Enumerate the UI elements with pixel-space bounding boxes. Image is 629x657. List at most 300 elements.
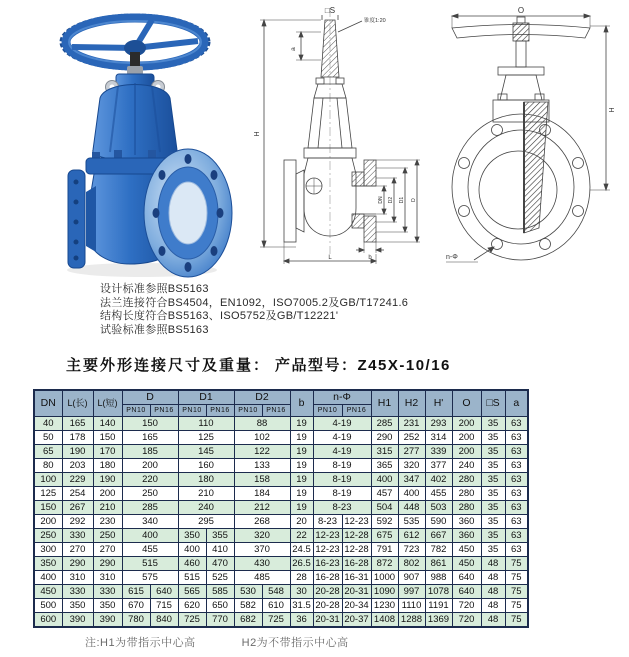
table-cell: 250 — [93, 529, 122, 543]
table-cell: 63 — [505, 473, 528, 487]
table-cell: 30 — [290, 585, 313, 599]
dim-label-dn: DN — [378, 196, 384, 204]
table-cell: 19 — [290, 431, 313, 445]
col-header-l-short: L(短) — [93, 390, 122, 417]
table-cell: 250 — [122, 487, 178, 501]
table-cell: 610 — [262, 599, 290, 613]
col-header-l-long: L(长) — [62, 390, 93, 417]
table-cell: 170 — [93, 445, 122, 459]
table-cell: 455 — [122, 543, 178, 557]
table-cell: 339 — [425, 445, 452, 459]
table-cell: 350 — [93, 599, 122, 613]
dim-label-taper: 锥度1:20 — [364, 18, 386, 24]
table-cell: 448 — [398, 501, 425, 515]
table-cell: 315 — [371, 445, 398, 459]
footnote-h2: H2为不带指示中心高 — [241, 637, 349, 649]
table-cell: 150 — [93, 431, 122, 445]
table-cell: 35 — [481, 529, 505, 543]
dim-label-d1: D1 — [399, 196, 405, 204]
table-cell: 48 — [481, 599, 505, 613]
table-row — [34, 599, 528, 613]
table-cell: 310 — [62, 571, 93, 585]
table-cell: 165 — [122, 431, 178, 445]
table-cell: 231 — [398, 417, 425, 431]
table-cell: 277 — [398, 445, 425, 459]
footnote — [85, 634, 395, 650]
table-cell: 35 — [481, 417, 505, 431]
footnote-h1: 注:H1为带指示中心高 — [85, 637, 196, 649]
table-cell: 1000 — [371, 571, 398, 585]
table-cell: 40 — [34, 417, 62, 431]
table-cell: 280 — [452, 501, 481, 515]
table-cell: 1078 — [425, 585, 452, 599]
table-cell: 270 — [93, 543, 122, 557]
table-cell: 725 — [262, 613, 290, 628]
subheader-pn10: PN10 — [313, 405, 342, 417]
table-cell: 75 — [505, 585, 528, 599]
standards-line: 设计标准参照BS5163 — [100, 283, 209, 295]
dim-label-l: L — [328, 255, 332, 261]
table-cell: 410 — [206, 543, 234, 557]
table-cell: 590 — [425, 515, 452, 529]
table-cell: 48 — [481, 585, 505, 599]
table-cell: 63 — [505, 501, 528, 515]
table-cell: 460 — [178, 557, 206, 571]
table-cell: 530 — [234, 585, 262, 599]
table-cell: 178 — [62, 431, 93, 445]
table-cell: 907 — [398, 571, 425, 585]
table-cell: 35 — [481, 515, 505, 529]
table-cell: 210 — [178, 487, 234, 501]
table-cell: 782 — [425, 543, 452, 557]
col-header-d2: D2 — [234, 390, 290, 405]
table-cell: 180 — [93, 459, 122, 473]
valve-bonnet — [93, 83, 177, 161]
table-cell: 20-28 — [313, 585, 342, 599]
gate-valve-photo — [30, 0, 235, 280]
table-cell: 600 — [34, 613, 62, 628]
table-cell: 330 — [62, 529, 93, 543]
table-cell: 504 — [371, 501, 398, 515]
table-cell: 295 — [178, 515, 234, 529]
table-cell: 715 — [150, 599, 178, 613]
table-cell: 1408 — [371, 613, 398, 628]
table-cell: 184 — [234, 487, 290, 501]
table-row — [34, 487, 528, 501]
table-cell: 612 — [398, 529, 425, 543]
table-cell: 63 — [505, 543, 528, 557]
col-header-d: D — [122, 390, 178, 405]
table-row — [34, 473, 528, 487]
table-cell: 565 — [178, 585, 206, 599]
table-cell: 102 — [234, 431, 290, 445]
table-cell: 402 — [425, 473, 452, 487]
dimension-table-body — [34, 417, 528, 628]
table-cell: 19 — [290, 459, 313, 473]
table-cell: 280 — [452, 473, 481, 487]
table-cell: 210 — [93, 501, 122, 515]
table-cell: 861 — [425, 557, 452, 571]
table-cell: 35 — [481, 487, 505, 501]
col-header-square-s: □S — [481, 390, 505, 417]
table-cell: 150 — [122, 417, 178, 431]
col-header-o: O — [452, 390, 481, 417]
table-cell: 267 — [62, 501, 93, 515]
table-cell: 1110 — [398, 599, 425, 613]
table-row — [34, 501, 528, 515]
table-cell: 24.5 — [290, 543, 313, 557]
table-cell: 4-19 — [313, 445, 371, 459]
table-cell: 240 — [178, 501, 234, 515]
table-cell: 400 — [371, 473, 398, 487]
table-cell: 220 — [122, 473, 178, 487]
dim-label-square-s: □S — [324, 6, 336, 15]
table-cell: 75 — [505, 571, 528, 585]
table-cell: 48 — [481, 613, 505, 628]
table-cell: 430 — [234, 557, 290, 571]
table-cell: 292 — [62, 515, 93, 529]
table-cell: 185 — [122, 445, 178, 459]
table-cell: 200 — [452, 431, 481, 445]
table-cell: 268 — [234, 515, 290, 529]
table-cell: 872 — [371, 557, 398, 571]
table-cell: 35 — [481, 543, 505, 557]
table-cell: 620 — [178, 599, 206, 613]
table-row — [34, 557, 528, 571]
table-cell: 212 — [234, 501, 290, 515]
table-cell: 592 — [371, 515, 398, 529]
table-cell: 455 — [425, 487, 452, 501]
table-cell: 330 — [93, 585, 122, 599]
table-cell: 48 — [481, 557, 505, 571]
table-cell: 575 — [122, 571, 178, 585]
table-cell: 682 — [234, 613, 262, 628]
table-cell: 19 — [290, 417, 313, 431]
table-row — [34, 613, 528, 628]
table-cell: 75 — [505, 613, 528, 628]
dimension-table — [33, 389, 529, 628]
table-cell: 203 — [62, 459, 93, 473]
table-row — [34, 571, 528, 585]
table-cell: 100 — [34, 473, 62, 487]
table-cell: 16-28 — [313, 571, 342, 585]
table-cell: 1090 — [371, 585, 398, 599]
table-cell: 515 — [122, 557, 178, 571]
right-flange — [144, 149, 232, 277]
table-cell: 252 — [398, 431, 425, 445]
table-cell: 26.5 — [290, 557, 313, 571]
table-cell: 19 — [290, 487, 313, 501]
col-header-h1: H1 — [371, 390, 398, 417]
table-cell: 355 — [206, 529, 234, 543]
table-cell: 585 — [206, 585, 234, 599]
table-cell: 350 — [178, 529, 206, 543]
standards-line: 法兰连接符合BS4504，EN1092，ISO7005.2及GB/T17241.6 — [100, 296, 409, 309]
table-cell: 290 — [93, 557, 122, 571]
table-cell: 35 — [481, 501, 505, 515]
dim-label-d: D — [411, 198, 417, 202]
table-cell: 36 — [290, 613, 313, 628]
table-cell: 19 — [290, 445, 313, 459]
dim-label-h2: H — [609, 107, 616, 113]
table-cell: 365 — [371, 459, 398, 473]
table-cell: 485 — [234, 571, 290, 585]
table-cell: 200 — [452, 417, 481, 431]
table-cell: 293 — [425, 417, 452, 431]
table-cell: 80 — [34, 459, 62, 473]
table-cell: 8-19 — [313, 487, 371, 501]
col-header-n-phi: n-Φ — [313, 390, 371, 405]
table-cell: 360 — [452, 529, 481, 543]
table-cell: 48 — [481, 571, 505, 585]
table-cell: 16-31 — [342, 571, 371, 585]
table-row — [34, 445, 528, 459]
table-cell: 240 — [452, 459, 481, 473]
table-cell: 4-19 — [313, 431, 371, 445]
table-cell: 63 — [505, 445, 528, 459]
table-cell: 16-28 — [342, 557, 371, 571]
table-cell: 314 — [425, 431, 452, 445]
col-header-d1: D1 — [178, 390, 234, 405]
table-cell: 300 — [34, 543, 62, 557]
table-cell: 548 — [262, 585, 290, 599]
dim-label-o: O — [517, 6, 525, 15]
table-cell: 200 — [93, 487, 122, 501]
table-cell: 122 — [234, 445, 290, 459]
table-cell: 290 — [371, 431, 398, 445]
table-cell: 65 — [34, 445, 62, 459]
table-cell: 310 — [93, 571, 122, 585]
table-cell: 997 — [398, 585, 425, 599]
table-cell: 180 — [178, 473, 234, 487]
table-cell: 270 — [62, 543, 93, 557]
table-cell: 725 — [178, 613, 206, 628]
table-cell: 720 — [452, 599, 481, 613]
table-cell: 190 — [62, 445, 93, 459]
table-cell: 330 — [62, 585, 93, 599]
table-cell: 35 — [481, 445, 505, 459]
subheader-pn10: PN10 — [234, 405, 262, 417]
subheader-pn10: PN10 — [122, 405, 150, 417]
table-cell: 133 — [234, 459, 290, 473]
table-cell: 12-28 — [342, 529, 371, 543]
table-cell: 12-23 — [313, 543, 342, 557]
table-cell: 988 — [425, 571, 452, 585]
table-cell: 1369 — [425, 613, 452, 628]
table-cell: 254 — [62, 487, 93, 501]
table-cell: 20-28 — [313, 599, 342, 613]
table-row — [34, 543, 528, 557]
table-cell: 535 — [398, 515, 425, 529]
table-cell: 500 — [34, 599, 62, 613]
table-cell: 770 — [206, 613, 234, 628]
table-cell: 285 — [371, 417, 398, 431]
table-cell: 723 — [398, 543, 425, 557]
table-cell: 290 — [62, 557, 93, 571]
table-cell: 400 — [178, 543, 206, 557]
table-cell: 88 — [234, 417, 290, 431]
subheader-pn16: PN16 — [262, 405, 290, 417]
table-cell: 230 — [93, 515, 122, 529]
table-cell: 320 — [398, 459, 425, 473]
table-cell: 35 — [481, 473, 505, 487]
table-cell: 75 — [505, 599, 528, 613]
col-header-b: b — [290, 390, 313, 417]
table-cell: 280 — [452, 487, 481, 501]
table-cell: 640 — [150, 585, 178, 599]
subheader-pn16: PN16 — [150, 405, 178, 417]
table-cell: 20-34 — [342, 599, 371, 613]
table-cell: 20-31 — [313, 613, 342, 628]
table-cell: 50 — [34, 431, 62, 445]
table-cell: 229 — [62, 473, 93, 487]
table-row — [34, 585, 528, 599]
table-cell: 140 — [93, 417, 122, 431]
table-cell: 20-37 — [342, 613, 371, 628]
table-cell: 515 — [178, 571, 206, 585]
col-header-h2: H2 — [398, 390, 425, 417]
table-cell: 200 — [34, 515, 62, 529]
table-cell: 4-19 — [313, 417, 371, 431]
table-cell: 63 — [505, 487, 528, 501]
table-cell: 16-23 — [313, 557, 342, 571]
table-cell: 340 — [122, 515, 178, 529]
table-cell: 158 — [234, 473, 290, 487]
table-cell: 285 — [122, 501, 178, 515]
table-row — [34, 459, 528, 473]
table-cell: 63 — [505, 515, 528, 529]
subheader-pn16: PN16 — [342, 405, 371, 417]
dim-label-h: H — [254, 131, 261, 137]
table-cell: 457 — [371, 487, 398, 501]
table-cell: 347 — [398, 473, 425, 487]
table-cell: 31.5 — [290, 599, 313, 613]
table-cell: 450 — [452, 543, 481, 557]
table-cell: 8-23 — [313, 501, 371, 515]
table-cell: 63 — [505, 529, 528, 543]
col-header-a: a — [505, 390, 528, 417]
table-cell: 35 — [481, 431, 505, 445]
table-cell: 802 — [398, 557, 425, 571]
table-cell: 350 — [34, 557, 62, 571]
table-cell: 63 — [505, 431, 528, 445]
table-cell: 470 — [206, 557, 234, 571]
table-cell: 667 — [425, 529, 452, 543]
table-cell: 450 — [34, 585, 62, 599]
table-cell: 190 — [93, 473, 122, 487]
table-cell: 525 — [206, 571, 234, 585]
dim-label-a: a — [290, 47, 297, 51]
section-title: 主要外形连接尺寸及重量： — [66, 357, 271, 374]
front-view-drawing — [436, 2, 629, 274]
dim-label-b: b — [368, 255, 372, 261]
table-cell: 12-23 — [342, 515, 371, 529]
table-cell: 675 — [371, 529, 398, 543]
table-cell: 390 — [62, 613, 93, 628]
table-cell: 450 — [452, 557, 481, 571]
table-cell: 20 — [290, 515, 313, 529]
product-model: 产品型号：Z45X-10/16 — [275, 357, 451, 374]
table-cell: 125 — [178, 431, 234, 445]
table-header-row — [34, 390, 528, 405]
table-cell: 582 — [234, 599, 262, 613]
table-cell: 650 — [206, 599, 234, 613]
table-cell: 320 — [234, 529, 290, 543]
table-cell: 28 — [290, 571, 313, 585]
table-cell: 840 — [150, 613, 178, 628]
section-view-drawing — [238, 2, 435, 270]
table-cell: 400 — [122, 529, 178, 543]
dim-label-d2: D2 — [388, 196, 394, 204]
table-cell: 350 — [62, 599, 93, 613]
section-title-row — [0, 354, 629, 376]
standards-line: 结构长度符合BS5163、ISO5752及GB/T12221' — [100, 310, 339, 322]
table-row — [34, 431, 528, 445]
table-row — [34, 515, 528, 529]
table-cell: 1230 — [371, 599, 398, 613]
table-cell: 19 — [290, 501, 313, 515]
col-header-dn: DN — [34, 390, 62, 417]
table-cell: 780 — [122, 613, 150, 628]
table-cell: 670 — [122, 599, 150, 613]
table-cell: 1191 — [425, 599, 452, 613]
table-cell: 400 — [34, 571, 62, 585]
table-cell: 22 — [290, 529, 313, 543]
table-cell: 125 — [34, 487, 62, 501]
table-cell: 400 — [398, 487, 425, 501]
dim-label-n-phi: n-Φ — [446, 254, 458, 261]
table-cell: 200 — [122, 459, 178, 473]
table-cell: 12-23 — [313, 529, 342, 543]
table-cell: 8-19 — [313, 473, 371, 487]
table-cell: 160 — [178, 459, 234, 473]
table-cell: 19 — [290, 473, 313, 487]
table-cell: 150 — [34, 501, 62, 515]
table-cell: 63 — [505, 417, 528, 431]
table-cell: 1288 — [398, 613, 425, 628]
table-cell: 35 — [481, 459, 505, 473]
table-row — [34, 417, 528, 431]
table-cell: 8-19 — [313, 459, 371, 473]
table-cell: 145 — [178, 445, 234, 459]
table-cell: 20-31 — [342, 585, 371, 599]
table-cell: 63 — [505, 459, 528, 473]
table-cell: 640 — [452, 585, 481, 599]
subheader-pn16: PN16 — [206, 405, 234, 417]
table-cell: 12-28 — [342, 543, 371, 557]
table-cell: 250 — [34, 529, 62, 543]
col-header-h-prime: H' — [425, 390, 452, 417]
table-cell: 165 — [62, 417, 93, 431]
table-cell: 370 — [234, 543, 290, 557]
table-cell: 390 — [93, 613, 122, 628]
table-cell: 791 — [371, 543, 398, 557]
standards-line: 试验标准参照BS5163 — [100, 323, 209, 336]
table-cell: 615 — [122, 585, 150, 599]
table-cell: 360 — [452, 515, 481, 529]
table-cell: 640 — [452, 571, 481, 585]
table-cell: 377 — [425, 459, 452, 473]
table-row — [34, 529, 528, 543]
table-cell: 503 — [425, 501, 452, 515]
subheader-pn10: PN10 — [178, 405, 206, 417]
standards-block — [100, 283, 408, 337]
table-cell: 8-23 — [313, 515, 342, 529]
table-cell: 200 — [452, 445, 481, 459]
table-cell: 75 — [505, 557, 528, 571]
table-cell: 110 — [178, 417, 234, 431]
table-cell: 720 — [452, 613, 481, 628]
